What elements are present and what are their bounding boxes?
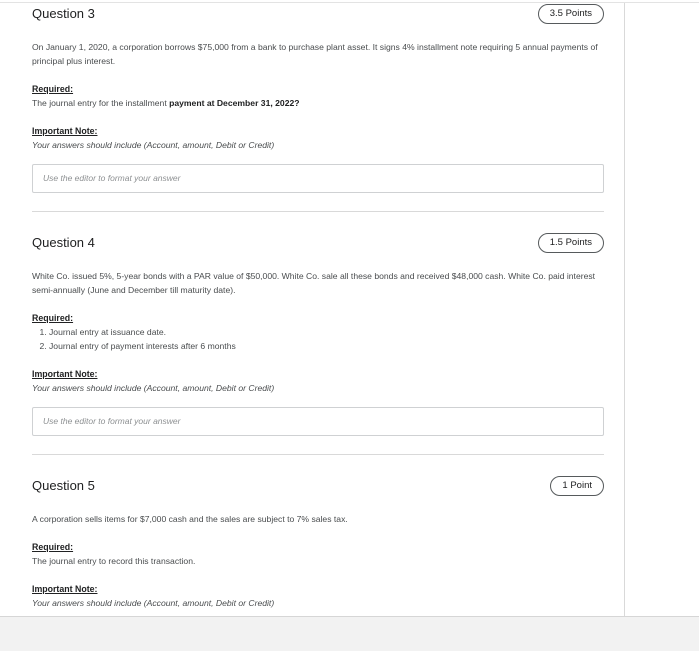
important-note-label: Important Note: <box>32 126 98 136</box>
required-list-item: 1. Journal entry at issuance date. <box>49 325 604 339</box>
content-right-border <box>624 3 625 616</box>
question-title: Question 4 <box>32 235 95 250</box>
question-header <box>32 476 604 498</box>
required-list <box>32 325 604 353</box>
required-label: Required: <box>32 313 74 323</box>
required-label: Required: <box>32 84 74 94</box>
required-list-item: 2. Journal entry of payment interests after 6 months <box>49 339 604 353</box>
footer-bar <box>0 616 699 651</box>
required-text: The journal entry to record this transaction. <box>32 556 196 566</box>
important-note-label: Important Note: <box>32 369 98 379</box>
question-text: On January 1, 2020, a corporation borrows $75,000 from a bank to purchase plant asset. It signs 4% installment note requiring 5 annual payments of principal plus interest. <box>32 42 598 66</box>
question-header <box>32 4 604 26</box>
points-badge: 1 Point <box>550 476 604 496</box>
answer-editor[interactable]: Use the editor to format your answer <box>32 407 604 436</box>
question-5 <box>32 476 604 610</box>
important-note-text: Your answers should include (Account, amount, Debit or Credit) <box>32 383 275 393</box>
required-label: Required: <box>32 542 74 552</box>
important-note-text: Your answers should include (Account, amount, Debit or Credit) <box>32 598 275 608</box>
important-note-label: Important Note: <box>32 584 98 594</box>
question-text: White Co. issued 5%, 5-year bonds with a PAR value of $50,000. White Co. sale all these bonds and received $48,000 cash. White Co. paid interest semi-annually (June and December till maturity date). <box>32 271 596 295</box>
answer-editor[interactable]: Use the editor to format your answer <box>32 164 604 193</box>
required-text-bold: payment at December 31, 2022? <box>169 98 300 108</box>
question-divider <box>32 454 604 455</box>
question-divider <box>32 211 604 212</box>
required-text-prefix: The journal entry for the installment <box>32 98 170 108</box>
points-badge: 1.5 Points <box>538 233 604 253</box>
important-note-text: Your answers should include (Account, amount, Debit or Credit) <box>32 140 275 150</box>
points-badge: 3.5 Points <box>538 4 604 24</box>
question-header <box>32 233 604 255</box>
required-text <box>32 96 604 110</box>
question-3 <box>32 4 604 193</box>
question-4 <box>32 233 604 436</box>
question-title: Question 5 <box>32 478 95 493</box>
question-text: A corporation sells items for $7,000 cash and the sales are subject to 7% sales tax. <box>32 514 348 524</box>
question-title: Question 3 <box>32 6 95 21</box>
